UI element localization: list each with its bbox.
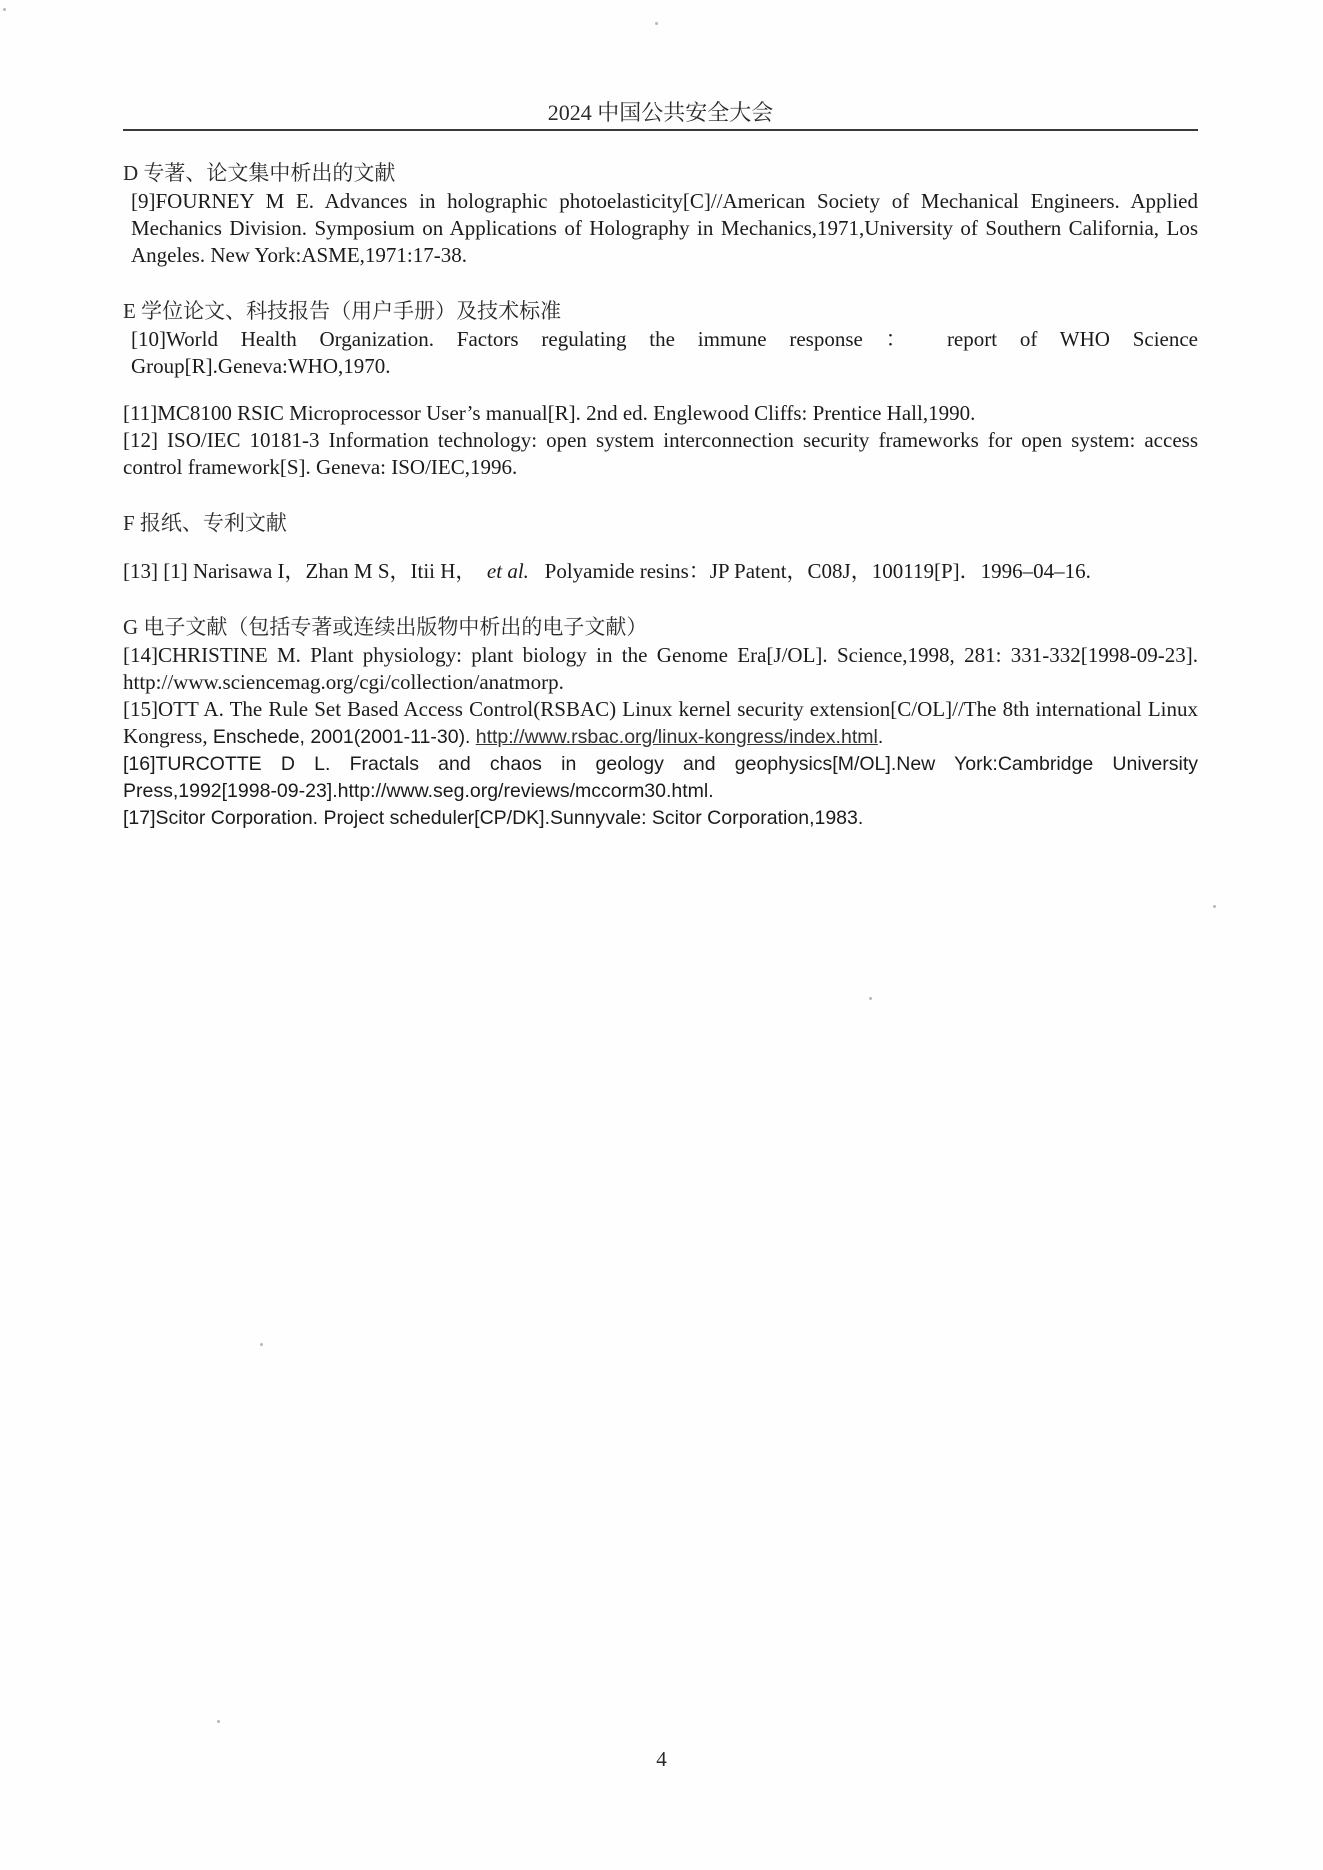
reference-14: [14]CHRISTINE M. Plant physiology: plant biology in the Genome Era[J/OL]. Science,1998, 281: 331-332[1998-09-23]. http://www.sciencemag.org/cgi/collection/anatmorp. [123,643,1198,694]
scan-speck [1213,905,1216,908]
reference-15-end: . [877,726,884,748]
page-number: 4 [656,1747,667,1771]
reference-13-details: Polyamide resins：JP Patent，C08J，100119[P]．1996–04–16. [544,559,1091,583]
section-heading-e: E 学位论文、科技报告（用户手册）及技术标准 [123,299,562,323]
references-body [123,158,1198,832]
scan-speck [260,1343,263,1346]
reference-15-text: [15]OTT A. The Rule Set Based Access Control(RSBAC) Linux kernel security extension[C/OL]//The 8th international Linux Kongress, [123,697,1198,748]
reference-16: [16]TURCOTTE D L. Fractals and chaos in geology and geophysics[M/OL].New York:Cambridge University Press,1992[1998-09-23].http://www.seg.org/reviews/mccorm30.html. [123,753,1198,802]
reference-15-place: Enschede, 2001(2001-11-30). [212,726,471,748]
reference-17: [17]Scitor Corporation. Project scheduler[CP/DK].Sunnyvale: Scitor Corporation,1983. [123,807,864,829]
reference-15 [123,696,1198,751]
header-rule [123,129,1198,131]
reference-9: [9]FOURNEY M E. Advances in holographic photoelasticity[C]//American Society of Mechanical Engineers. Applied Mechanics Division. Symposium on Applications of Holography in Mechanics,1971,University of Southern California, Los Angeles. New York:ASME,1971:17-38. [131,189,1198,267]
scan-speck [217,1720,220,1723]
scan-speck [3,8,6,11]
section-heading-d: D 专著、论文集中析出的文献 [123,161,396,185]
reference-12: [12] ISO/IEC 10181-3 Information technology: open system interconnection security frameworks for open system: access control framework[S]. Geneva: ISO/IEC,1996. [123,428,1198,479]
section-heading-g: G 电子文献（包括专著或连续出版物中析出的电子文献） [123,615,648,639]
reference-13 [123,558,1198,585]
running-header: 2024 中国公共安全大会 [547,100,774,125]
reference-13-authors: [13] [1] Narisawa I，Zhan M S，Itii H， [123,559,477,583]
reference-10: [10]World Health Organization. Factors regulating the immune response ： report of WHO Science Group[R].Geneva:WHO,1970. [131,327,1198,378]
reference-11: [11]MC8100 RSIC Microprocessor User’s manual[R]. 2nd ed. Englewood Cliffs: Prentice Hall,1990. [123,401,976,425]
scan-speck [869,997,872,1000]
reference-15-link[interactable]: http://www.rsbac.org/linux-kongress/index.html [475,726,878,748]
scan-speck [655,22,658,25]
section-heading-f: F 报纸、专利文献 [123,511,287,535]
reference-13-etal: et al. [486,559,529,583]
